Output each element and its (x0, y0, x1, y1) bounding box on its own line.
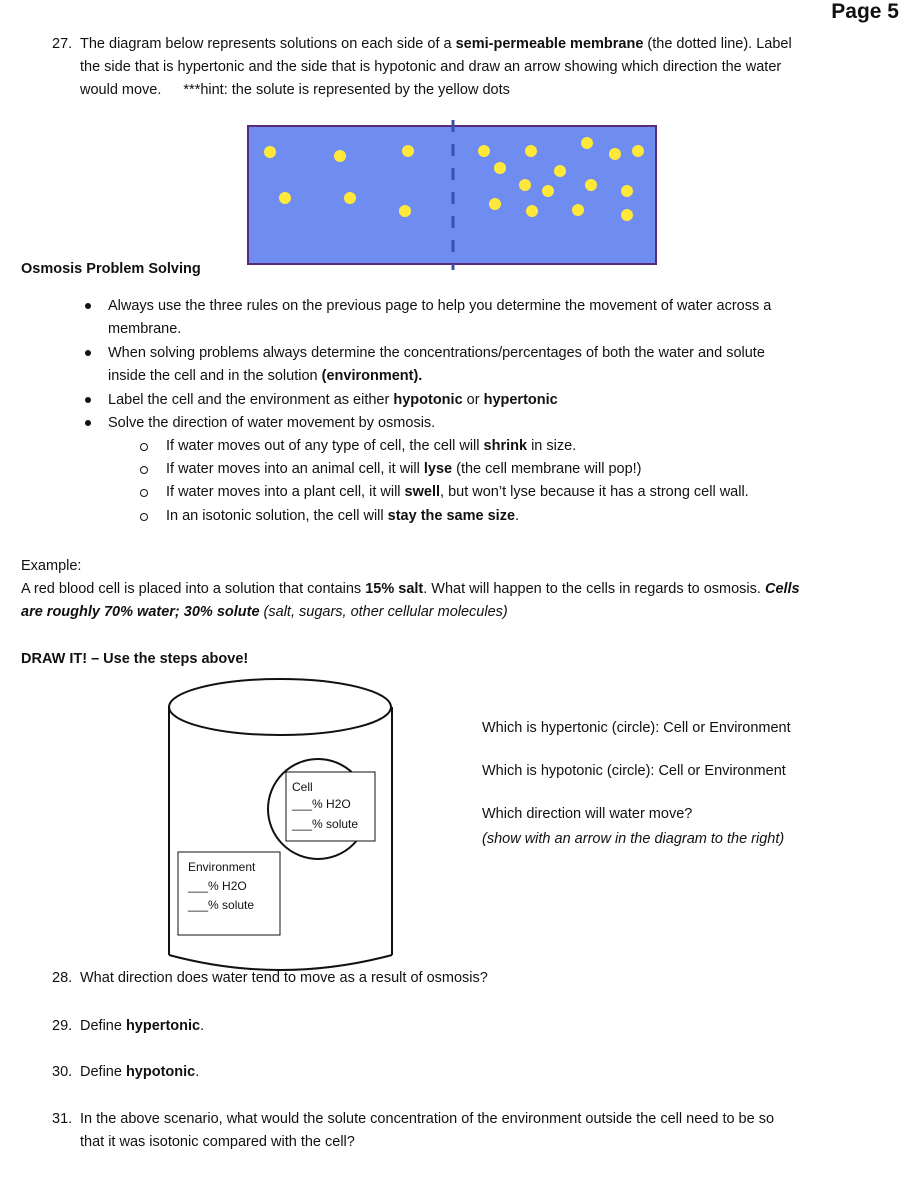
q30-number: 30. (52, 1064, 73, 1080)
environment-h2o: ___% H2O (188, 879, 247, 893)
example-line2: are roughly 70% water; 30% solute (salt, sugars, other cellular molecules) (21, 604, 508, 620)
bullet-1-line2: membrane. (108, 321, 182, 337)
direction-note: (show with an arrow in the diagram to the right) (482, 831, 785, 847)
q27-line3: would move. ***hint: the solute is represented by the yellow dots (80, 82, 510, 98)
bullet-1-line1: Always use the three rules on the previous page to help you determine the movement of water across a (108, 298, 772, 314)
subbullet-1: If water moves out of any type of cell, the cell will shrink in size. (166, 438, 577, 454)
bullet-3: Label the cell and the environment as either hypotonic or hypertonic (108, 392, 558, 408)
bullet-4: Solve the direction of water movement by osmosis. (108, 415, 436, 431)
q27-number: 27. (52, 36, 73, 52)
environment-solute: ___% solute (188, 898, 255, 912)
example-label: Example: (21, 558, 82, 574)
subbullet-3: If water moves into a plant cell, it will swell, but won’t lyse because it has a strong cell wall. (166, 484, 749, 500)
q28-number: 28. (52, 970, 73, 986)
draw-it-heading: DRAW IT! – Use the steps above! (21, 651, 249, 667)
q30-text: Define hypotonic. (80, 1064, 200, 1080)
environment-label: Environment (188, 860, 256, 874)
bullet-2-line1: When solving problems always determine the concentrations/percentages of both the water and solute (108, 345, 765, 361)
q31-line1: In the above scenario, what would the solute concentration of the environment outside the cell need to be so (80, 1111, 775, 1127)
q31-line2: that it was isotonic compared with the cell? (80, 1134, 355, 1150)
q28-text: What direction does water tend to move as a result of osmosis? (80, 970, 488, 986)
q29-number: 29. (52, 1018, 73, 1034)
cell-solute: ___% solute (292, 817, 359, 831)
bullet-2-line2: inside the cell and in the solution (environment). (108, 368, 423, 384)
page-number: Page 5 (831, 0, 899, 23)
q27-line2: the side that is hypertonic and the side that is hypotonic and draw an arrow showing which direction the water (80, 59, 782, 75)
hypertonic-question: Which is hypertonic (circle): Cell or Environment (482, 720, 791, 736)
q29-text: Define hypertonic. (80, 1018, 205, 1034)
hypotonic-question: Which is hypotonic (circle): Cell or Environment (482, 763, 786, 779)
cell-label: Cell (292, 780, 313, 794)
section-title: Osmosis Problem Solving (21, 261, 201, 277)
subbullet-2: If water moves into an animal cell, it will lyse (the cell membrane will pop!) (166, 461, 642, 477)
direction-question: Which direction will water move? (482, 806, 693, 822)
cell-h2o: ___% H2O (292, 797, 351, 811)
q27-line1: The diagram below represents solutions on each side of a semi-permeable membrane (the dotted line). Label (80, 36, 792, 52)
subbullet-4: In an isotonic solution, the cell will stay the same size. (166, 508, 520, 524)
example-line1: A red blood cell is placed into a solution that contains 15% salt. What will happen to the cells in regards to osmosis. Cells (21, 581, 800, 597)
q31-number: 31. (52, 1111, 73, 1127)
